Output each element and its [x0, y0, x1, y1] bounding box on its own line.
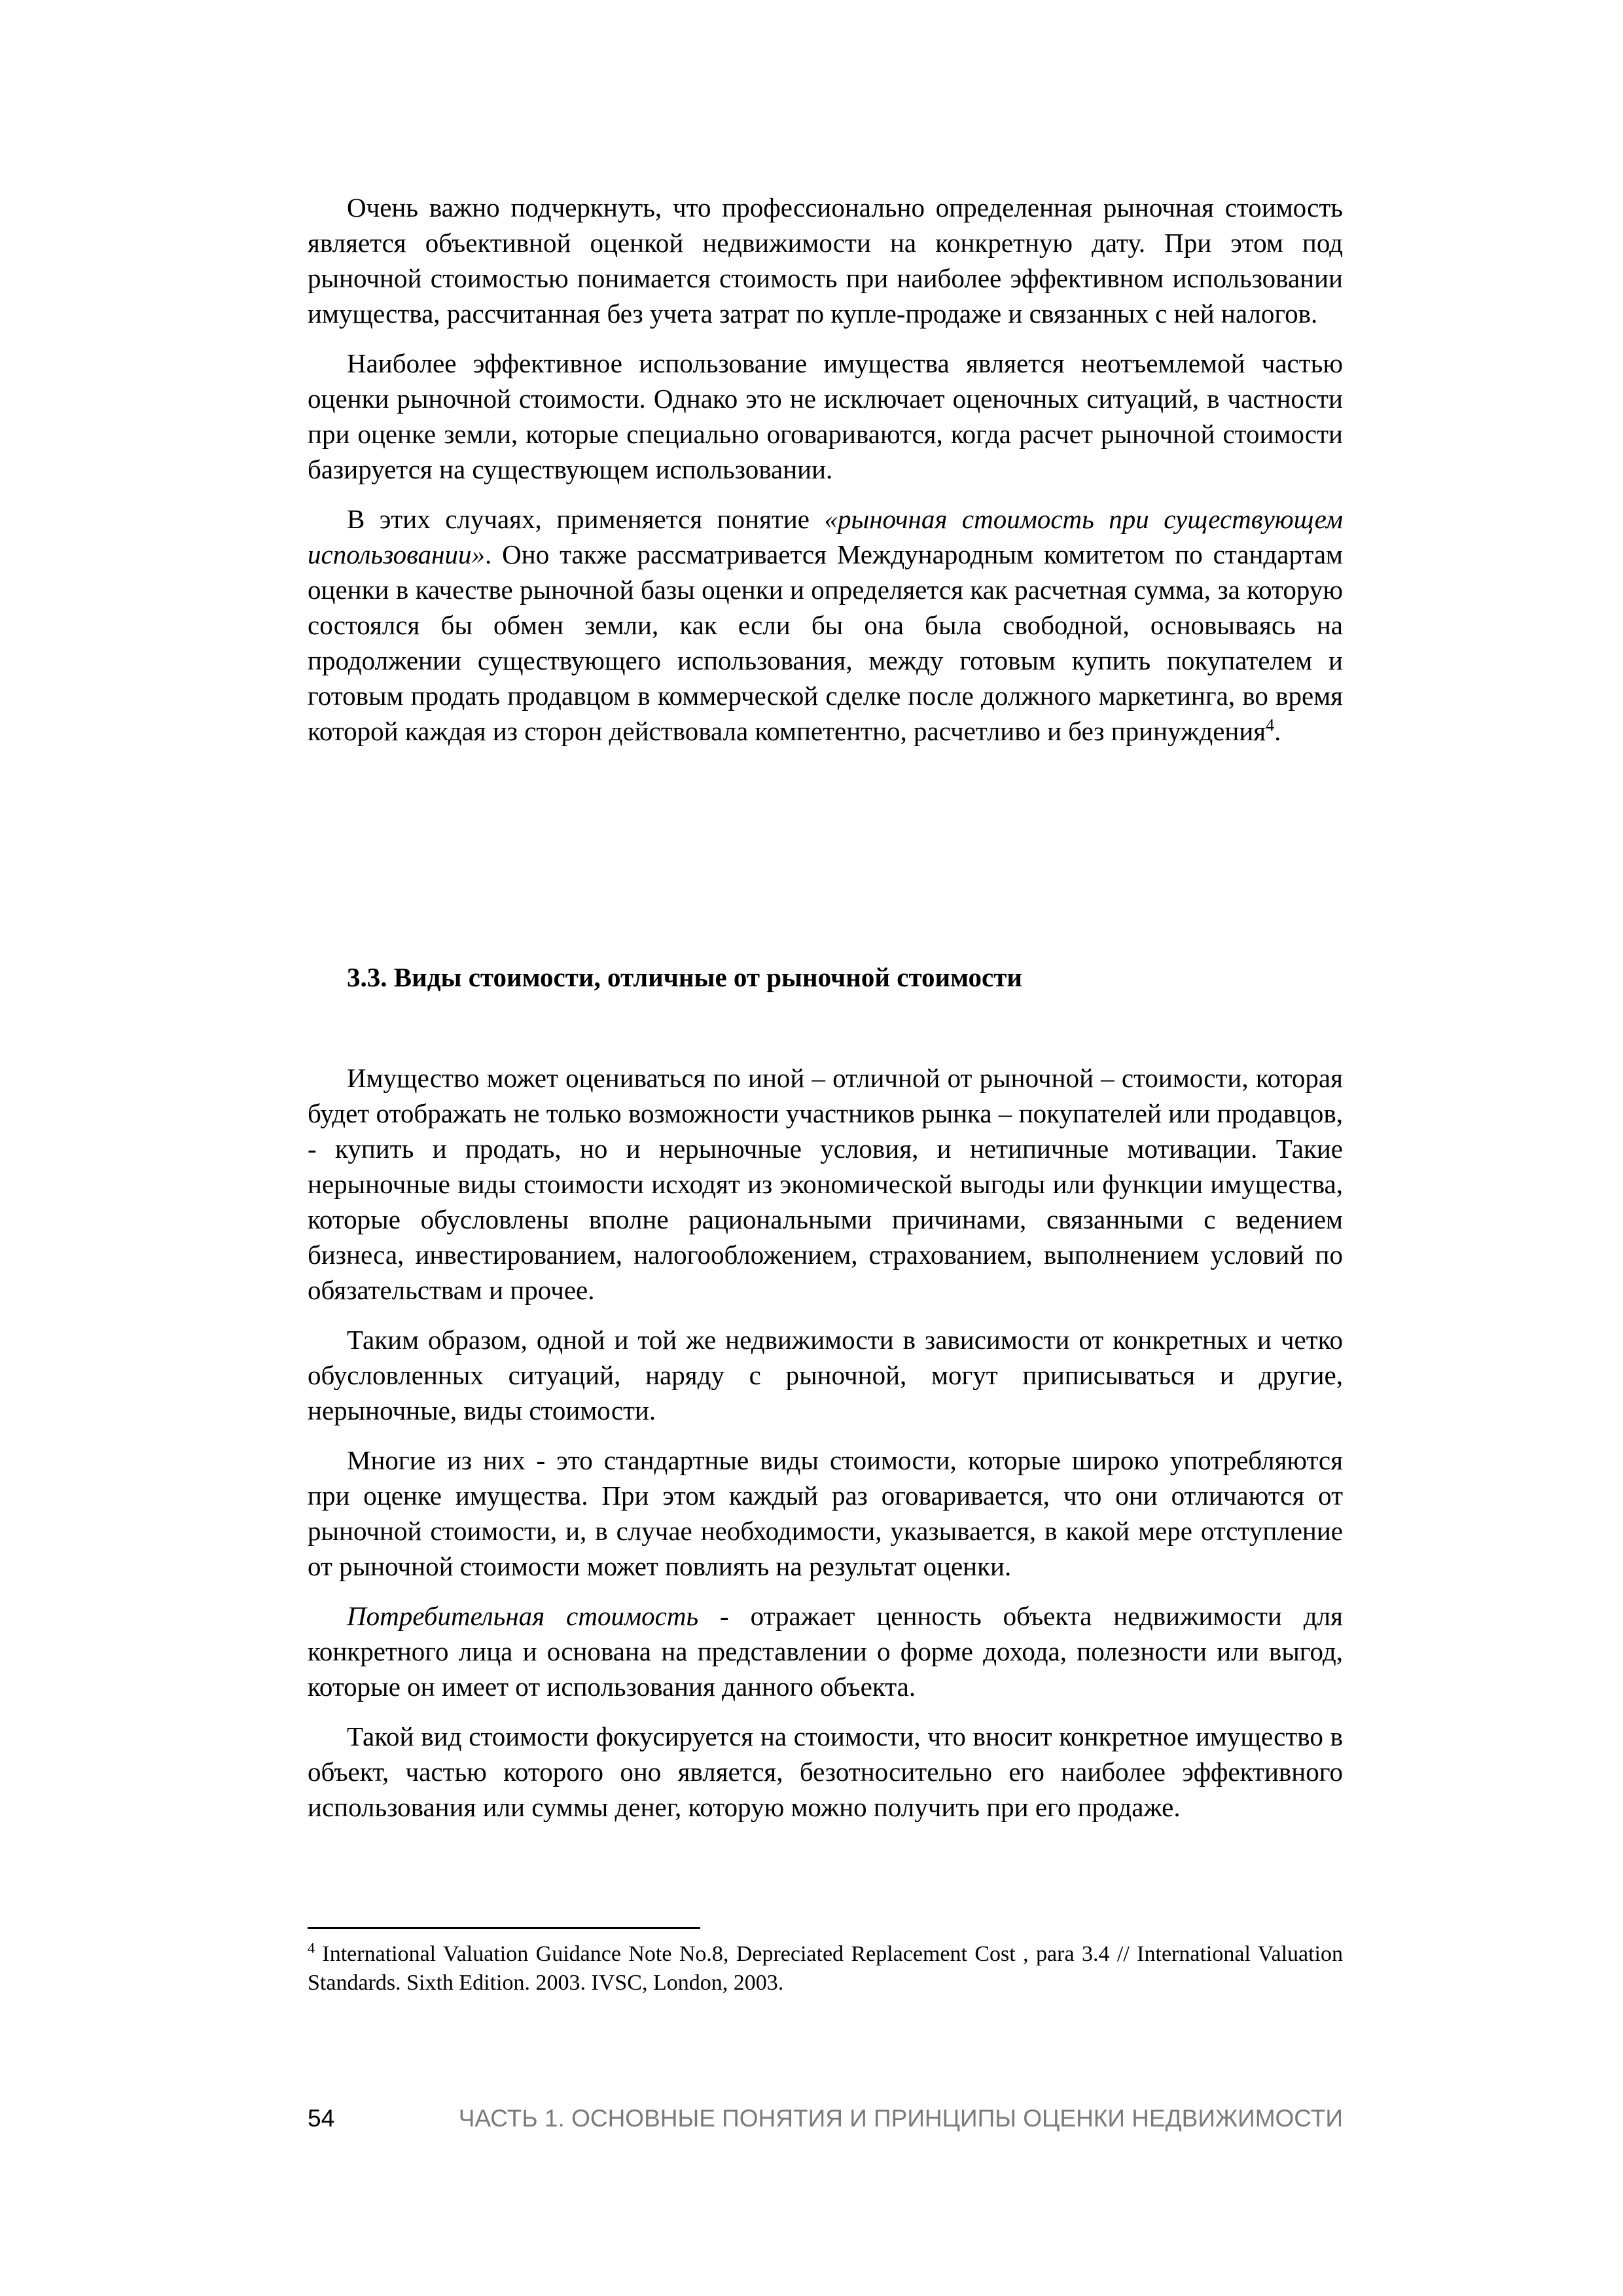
running-footer-title: ЧАСТЬ 1. ОСНОВНЫЕ ПОНЯТИЯ И ПРИНЦИПЫ ОЦЕНКИ НЕДВИЖИМОСТИ — [458, 2105, 1343, 2132]
bottom-text-block — [308, 1060, 1343, 1839]
paragraph-text: . — [1274, 716, 1281, 746]
italic-term: «рыночная стоимость при существующем использовании» — [308, 504, 1343, 569]
paragraph-text: В этих случаях, применяется понятие — [347, 504, 825, 534]
footnote-divider — [308, 1927, 700, 1929]
paragraph: Имущество может оцениваться по иной – отличной от рыночной – стоимости, которая будет отображать не только возможности участников рынка – покупателей или продавцов, - купить и продать, но и нерыночные условия, и нетипичные мотивации. Такие нерыночные виды стоимости исходят из экономической выгоды или функции имущества, которые обусловлены вполне рациональными причинами, связанными с ведением бизнеса, инвестированием, налогообложением, страхованием, выполнением условий по обязательствам и прочее. — [308, 1063, 1343, 1305]
paragraph: Наиболее эффективное использование имущества является неотъемлемой частью оценки рыночной стоимости. Однако это не исключает оценочных ситуаций, в частности при оценке земли, которые специально оговариваются, когда расчет рыночной стоимости базируется на существующем использовании. — [308, 348, 1343, 484]
paragraph-text: - отражает ценность объекта недвижимости для конкретного лица и основана на представлении о форме дохода, полезности или выгод, которые он имеет от использования данного объекта. — [308, 1601, 1343, 1702]
paragraph — [308, 501, 1343, 749]
footnote-reference[interactable]: 4 — [1266, 715, 1275, 735]
italic-term: Потребительная стоимость — [347, 1601, 699, 1631]
section-heading: 3.3. Виды стоимости, отличные от рыночной стоимости — [347, 962, 1023, 992]
footnote — [308, 1940, 1343, 1998]
paragraph: Такой вид стоимости фокусируется на стоимости, что вносит конкретное имущество в объект, частью которого оно является, безотносительно его наиболее эффективного использования или суммы денег, которую можно получить при его продаже. — [308, 1721, 1343, 1822]
page-number: 54 — [308, 2105, 335, 2132]
paragraph — [308, 1598, 1343, 1704]
paragraph: Очень важно подчеркнуть, что профессионально определенная рыночная стоимость является объективной оценкой недвижимости на конкретную дату. При этом под рыночной стоимостью понимается стоимость при наиболее эффективном использовании имущества, рассчитанная без учета затрат по купле-продаже и связанных с ней налогов. — [308, 192, 1343, 329]
paragraph: Таким образом, одной и той же недвижимости в зависимости от конкретных и четко обусловленных ситуаций, наряду с рыночной, могут приписываться и другие, нерыночные, виды стоимости. — [308, 1325, 1343, 1426]
paragraph-text: . Оно также рассматривается Международным комитетом по стандартам оценки в качестве рыночной базы оценки и определяется как расчетная сумма, за которую состоялся бы обмен земли, как если бы она была свободной, основываясь на продолжении существующего использования, между готовым купить покупателем и готовым продать продавцом в коммерческой сделке после должного маркетинга, во время которой каждая из сторон действовала компетентно, расчетливо и без принуждения — [308, 539, 1343, 746]
footnote-text: International Valuation Guidance Note No.8, Depreciated Replacement Cost , para 3.4 // International Valuation Standards. Sixth Edition. 2003. IVSC, London, 2003. — [308, 1942, 1343, 1995]
top-text-block — [308, 190, 1343, 763]
footnote-number: 4 — [308, 1939, 315, 1956]
paragraph: Многие из них - это стандартные виды стоимости, которые широко употребляются при оценке имущества. При этом каждый раз оговаривается, что они отличаются от рыночной стоимости, и, в случае необходимости, указывается, в какой мере отступление от рыночной стоимости может повлиять на результат оценки. — [308, 1445, 1343, 1581]
